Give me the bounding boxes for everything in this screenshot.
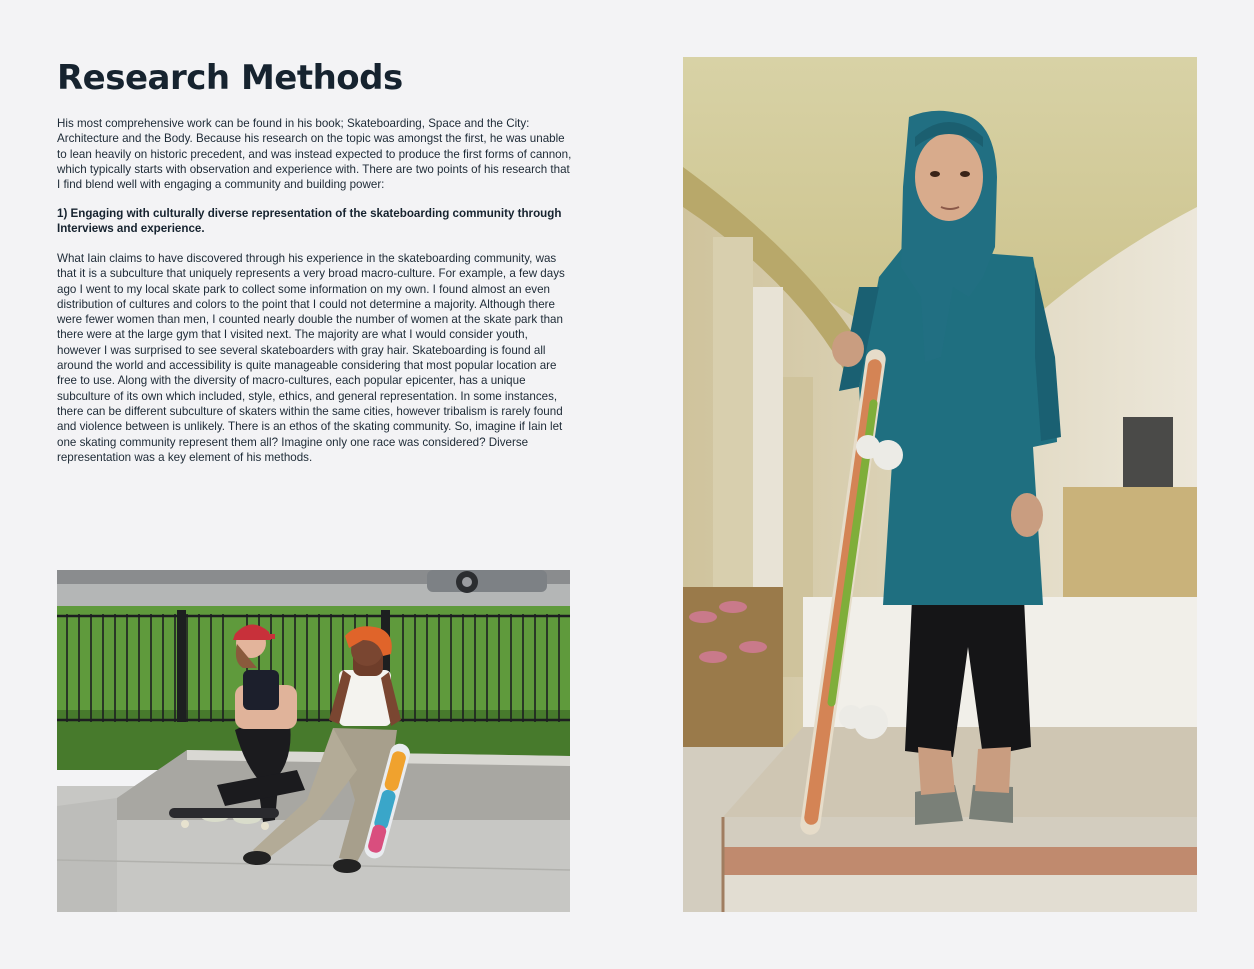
body-paragraph: What Iain claims to have discovered through his experience in the skateboarding community, was that it is a subculture that uniquely represents a very broad macro-culture. For example, a few days ago I went to my local skate park to collect some information on my own. I found almost an even distribution of cultures and colors to the point that I could not determine a majority. Although there were fewer women than men, I counted nearly double the number of women at the skate park than there were at the large gym that I visited next. The majority are what I would consider youth, however I was surprised to see several skateboarders with gray hair. Skateboarding is found all around the world and accessibility is quite manageable considering that most popular location are free to use. Along with the diversity of macro-cultures, each popular epicenter, has a unique subculture of its own which included, style, ethics, and general representation. In some instances, there can be different subculture of skaters within the same cities, however tribalism is rarely found and violence between is unlikely. There is an ethos of the skating community. So, imagine if Iain let one skating community represent them all? Imagine only one race was considered? Diverse representation was a key element of his methods. (57, 252, 565, 464)
section-heading: 1) Engaging with culturally diverse representation of the skateboarding community through Interviews and experience. (57, 207, 562, 236)
page-title: Research Methods (57, 58, 403, 98)
girl-with-skateboard-photo (683, 57, 1197, 912)
skaters-on-ledge-photo (57, 570, 570, 912)
intro-paragraph: His most comprehensive work can be found in his book; Skateboarding, Space and the City: Architecture and the Body. Because his research on the topic was amongst the first, he was unable to lean heavily on historic precedent, and was instead expected to produce the first forms of cannon, which typically starts with observation and experience with. There are two points of his research that I find blend well with engaging a community and building power: (57, 117, 572, 192)
